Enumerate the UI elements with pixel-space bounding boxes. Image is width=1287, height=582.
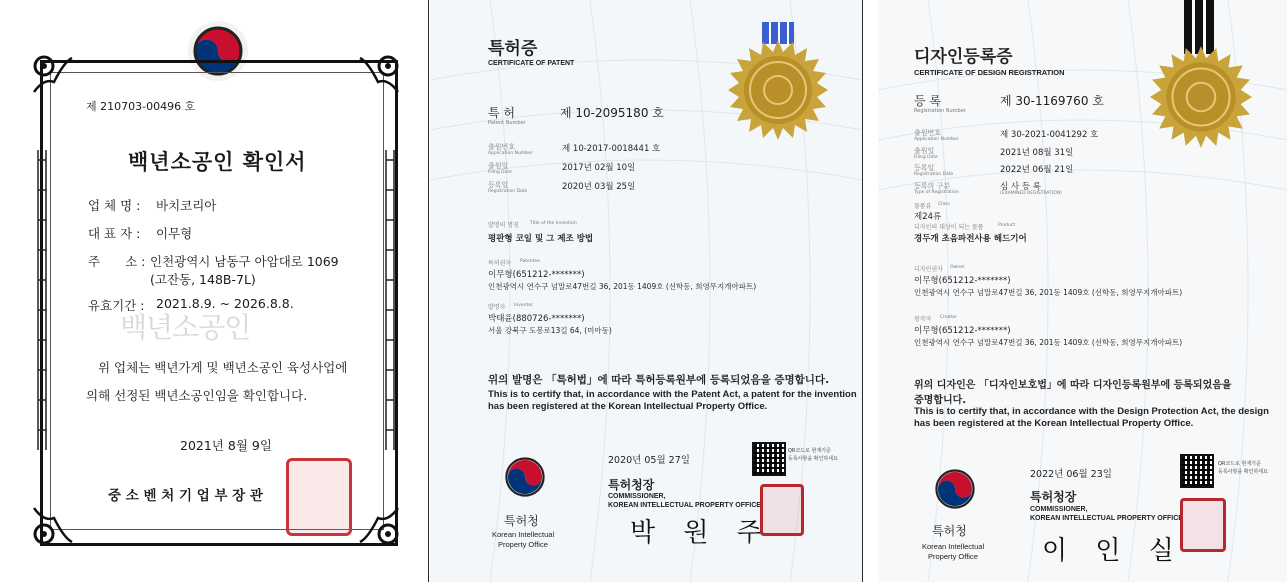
address-line2: (고잔동, 148B-7L) xyxy=(150,272,256,287)
owner-value: 이무형(651212-*******) xyxy=(914,276,1011,286)
issue-date: 2020년 05월 27일 xyxy=(608,455,690,466)
qr-note-line2: 등록사항을 확인하세요 xyxy=(1218,469,1268,475)
inventor-address: 서울 강북구 도봉로13길 64, (미아동) xyxy=(488,326,612,335)
signature: 박 원 주 xyxy=(630,518,772,548)
gold-seal-icon xyxy=(726,38,830,142)
registration-date-label: 등록일 xyxy=(914,164,935,172)
registration-type: 심 사 등 록 xyxy=(1000,182,1041,192)
certificate-title: 디자인등록증 xyxy=(914,47,1013,67)
qr-note-line1: QR코드로 현재기준 xyxy=(788,448,831,454)
certificate-design-registration xyxy=(878,0,1287,582)
creator-address: 인천광역시 연수구 넘말로47번길 36, 201동 1409호 (선학동, 희영무지개아파트) xyxy=(914,338,1183,347)
registration-label: 등 록 xyxy=(914,94,941,108)
filing-date-label: 출원일 xyxy=(488,162,509,170)
divider xyxy=(428,0,429,582)
floral-ornament-icon xyxy=(30,52,76,98)
validity-value: 2021.8.9. ~ 2026.8.8. xyxy=(156,296,294,311)
official-seal xyxy=(1180,498,1226,552)
issuer: 중 소 벤 처 기 업 부 장 관 xyxy=(108,488,263,504)
commissioner-english-line1: COMMISSIONER, xyxy=(1030,506,1088,513)
watermark: 백년소공인 xyxy=(120,311,251,344)
company-label: 업 체 명 : xyxy=(88,198,141,213)
registration-date: 2020년 03월 25일 xyxy=(562,182,636,192)
filing-date-label-en: Filing Date xyxy=(914,155,938,160)
certificate-number: 제 210703-00496 호 xyxy=(86,100,196,113)
invention-label-en: Title of the Invention xyxy=(530,221,577,226)
patent-label-en: Patent Number xyxy=(488,120,526,126)
patent-number: 제 10-2095180 호 xyxy=(560,106,664,120)
creator-label-en: Creator xyxy=(940,315,957,320)
patentee-label: 특허권자 xyxy=(488,260,512,267)
application-label-en: Application Number xyxy=(914,137,959,142)
inventor-label: 발명자 xyxy=(488,304,506,311)
patent-label: 특 허 xyxy=(488,106,515,120)
application-label: 출원번호 xyxy=(488,143,516,151)
patentee-address: 인천광역시 연수구 넘말로47번길 36, 201동 1409호 (선학동, 희영무지개아파트) xyxy=(488,282,757,291)
statement-korean: 위의 발명은 「특허법」에 따라 특허등록원부에 등록되었음을 증명합니다. xyxy=(488,374,830,386)
floral-ornament-icon xyxy=(356,502,402,548)
qr-code[interactable] xyxy=(1180,454,1214,488)
filing-date: 2017년 02월 10일 xyxy=(562,163,636,173)
org-name-korean: 특허청 xyxy=(504,514,539,528)
filing-date: 2021년 08월 31일 xyxy=(1000,148,1074,158)
representative-label: 대 표 자 : xyxy=(88,226,141,241)
owner-label-en: Owner xyxy=(950,265,965,270)
class-label-en: Class xyxy=(938,202,950,207)
product-label: 디자인의 대상이 되는 물품 xyxy=(914,224,984,231)
statement-english-line2: has been registered at the Korean Intellectual Property Office. xyxy=(914,418,1194,429)
issue-date: 2022년 06월 23일 xyxy=(1030,469,1112,480)
qr-note-line1: QR코드로 현재기준 xyxy=(1218,461,1261,467)
patentee-value: 이무형(651212-*******) xyxy=(488,270,585,280)
qr-code[interactable] xyxy=(752,442,786,476)
divider xyxy=(862,0,863,582)
invention-title: 평판형 코일 및 그 제조 방법 xyxy=(488,234,594,244)
official-seal xyxy=(760,484,804,536)
floral-ornament-icon xyxy=(356,52,402,98)
application-number: 제 30-2021-0041292 호 xyxy=(1000,130,1099,140)
certificate-subtitle: CERTIFICATE OF PATENT xyxy=(488,60,575,67)
filing-date-label: 출원일 xyxy=(914,147,935,155)
address-label: 주 소 : xyxy=(88,254,146,269)
application-label-en: Application Number xyxy=(488,151,533,156)
certificate-patent xyxy=(430,0,862,582)
certificate-subtitle: CERTIFICATE OF DESIGN REGISTRATION xyxy=(914,68,1065,77)
org-name-english-line2: Property Office xyxy=(928,552,978,561)
statement-english-line1: This is to certify that, in accordance with the Design Protection Act, the design xyxy=(914,406,1269,417)
type-label: 등록의 구분 xyxy=(914,182,951,190)
class-label: 물품류 xyxy=(914,203,932,210)
application-label: 출원번호 xyxy=(914,129,942,137)
commissioner-title: 특허청장 xyxy=(1030,490,1077,504)
creator-value: 이무형(651212-*******) xyxy=(914,326,1011,336)
certificate-centennial-artisan xyxy=(0,0,428,582)
creator-label: 창작자 xyxy=(914,316,932,323)
owner-address: 인천광역시 연수구 넘말로47번길 36, 201동 1409호 (선학동, 희영무지개아파트) xyxy=(914,288,1183,297)
inventor-label-en: Inventor xyxy=(514,303,533,308)
registration-number: 제 30-1169760 호 xyxy=(1000,94,1104,108)
commissioner-english-line2: KOREAN INTELLECTUAL PROPERTY OFFICE xyxy=(1030,515,1183,522)
issue-date: 2021년 8월 9일 xyxy=(180,438,272,453)
registration-date-label-en: Registration Date xyxy=(488,189,528,194)
representative-value: 이무형 xyxy=(156,226,193,241)
registration-type-en: (EXAMINED REGISTRATION) xyxy=(1000,191,1062,196)
qr-note-line2: 등록사항을 확인하세요 xyxy=(788,456,838,462)
address-line1: 인천광역시 남동구 아암대로 1069 xyxy=(150,254,339,269)
commissioner-english-line2: KOREAN INTELLECTUAL PROPERTY OFFICE xyxy=(608,502,761,509)
signature: 이 인 실 xyxy=(1042,536,1184,566)
gold-seal-icon xyxy=(1148,44,1254,150)
patentee-label-en: Patentee xyxy=(520,259,540,264)
org-name-english-line1: Korean Intellectual xyxy=(492,530,555,539)
registration-date-label: 등록일 xyxy=(488,181,509,189)
company-value: 바치코리아 xyxy=(156,198,217,213)
kipo-emblem-icon xyxy=(932,466,978,512)
org-name-korean: 특허청 xyxy=(932,524,967,538)
meander-ornament-icon xyxy=(36,150,48,450)
body-line1: 위 업체는 백년가게 및 백년소공인 육성사업에 xyxy=(98,360,348,375)
type-label-en: Type of Registration xyxy=(914,190,959,195)
meander-ornament-icon xyxy=(384,150,396,450)
certificate-title: 특허증 xyxy=(488,39,538,59)
statement-korean-line2: 증명합니다. xyxy=(914,395,967,406)
registration-date: 2022년 06월 21일 xyxy=(1000,165,1074,175)
certificate-title: 백년소공인 확인서 xyxy=(128,150,307,174)
statement-english-line1: This is to certify that, in accordance with the Patent Act, a patent for the invention xyxy=(488,389,857,400)
invention-label: 발명의 명칭 xyxy=(488,222,519,229)
product-value: 경두개 초음파전사용 헤드기어 xyxy=(914,234,1027,244)
registration-date-label-en: Registration Date xyxy=(914,172,954,177)
filing-date-label-en: Filing Date xyxy=(488,170,512,175)
product-label-en: Product xyxy=(998,223,1016,228)
application-number: 제 10-2017-0018441 호 xyxy=(562,144,661,154)
validity-label: 유효기간 : xyxy=(88,298,145,313)
inventor-value: 박태윤(880726-*******) xyxy=(488,314,585,324)
org-name-english-line1: Korean Intellectual xyxy=(922,542,985,551)
owner-label: 디자인권자 xyxy=(914,266,943,273)
class-value: 제24류 xyxy=(914,212,942,222)
org-name-english-line2: Property Office xyxy=(498,540,548,549)
kipo-emblem-icon xyxy=(502,454,548,500)
body-line2: 의해 선정된 백년소공인임을 확인합니다. xyxy=(86,388,308,403)
statement-english-line2: has been registered at the Korean Intellectual Property Office. xyxy=(488,401,768,412)
floral-ornament-icon xyxy=(30,502,76,548)
statement-korean-line1: 위의 디자인은 「디자인보호법」에 따라 디자인등록원부에 등록되었음을 xyxy=(914,380,1232,391)
official-seal xyxy=(286,458,352,536)
commissioner-title: 특허청장 xyxy=(608,478,655,492)
registration-label-en: Registration Number xyxy=(914,108,966,114)
commissioner-english-line1: COMMISSIONER, xyxy=(608,493,666,500)
